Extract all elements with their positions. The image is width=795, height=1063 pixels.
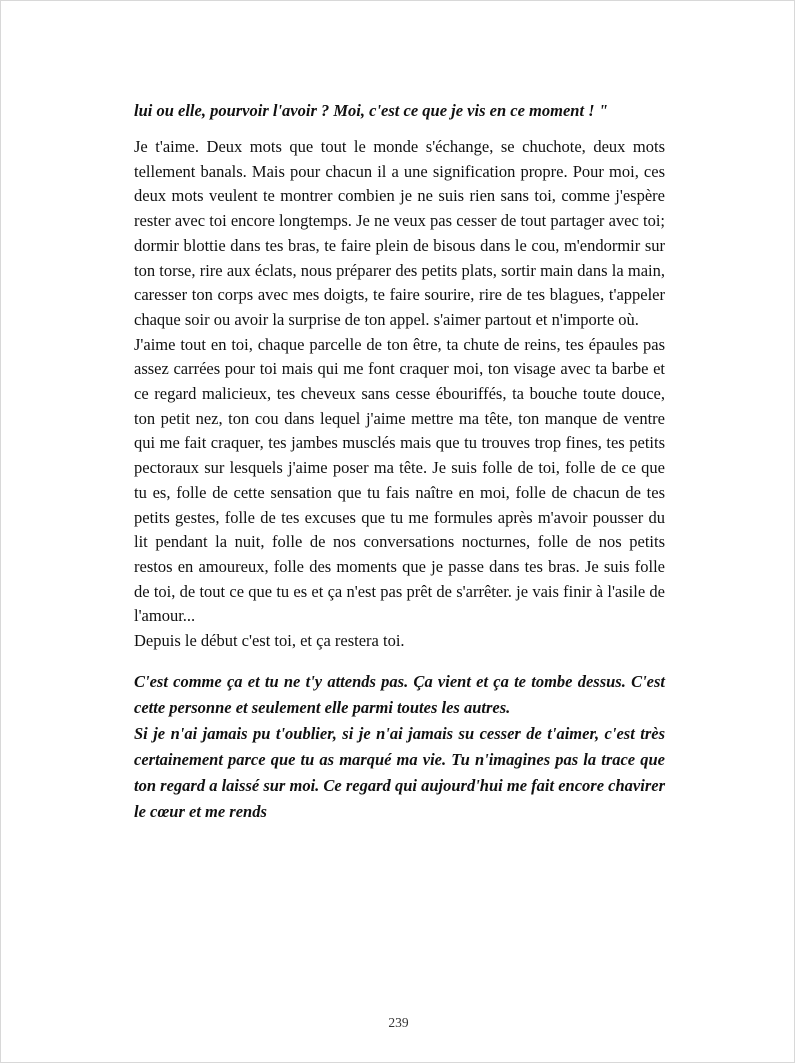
paragraph-body-3: Depuis le début c'est toi, et ça restera toi. bbox=[134, 631, 405, 651]
paragraph-body-1: Je t'aime. Deux mots que tout le monde s'échange, se chuchote, deux mots tellement banals. Mais pour chacun il a une signification propre. Pour moi, ces deux mots veulent te montrer combien je ne suis rien sans toi, comme j'espère rester avec toi encore longtemps. Je ne veux pas cesser de tout partager avec toi; dormir blottie dans tes bras, te faire plein de bisous dans le cou, m'endormir sur ton torse, rire aux éclats, nous préparer des petits plats, sortir main dans la main, caresser ton corps avec mes doigts, te faire sourire, rire de tes blagues, t'appeler chaque soir ou avoir la surprise de ton appel. s'aimer partout et n'importe où. bbox=[134, 137, 665, 329]
page-number: 239 bbox=[388, 1015, 409, 1030]
paragraph-quote-opening: lui ou elle, pourvoir l'avoir ? Moi, c'est ce que je vis en ce moment ! " bbox=[134, 101, 608, 120]
paragraph-quote-closing-2: Si je n'ai jamais pu t'oublier, si je n'ai jamais su cesser de t'aimer, c'est très certainement parce que tu as marqué ma vie. Tu n'imagines pas la trace que ton regard a laissé sur moi. Ce regard qui aujourd'hui me fait encore chavirer le cœur et me rends bbox=[134, 723, 665, 821]
page-content bbox=[134, 98, 665, 825]
paragraph-body-2: J'aime tout en toi, chaque parcelle de ton être, ta chute de reins, tes épaules pas assez carrées pour toi mais qui me font craquer moi, ton visage avec ta barbe et ce regard malicieux, tes cheveux sans cesse ébouriffés, ta bouche toute douce, ton petit nez, ton cou dans lequel j'aime mettre ma tête, ton manque de ventre qui me fait craquer, tes jambes musclés mais que tu trouves trop fines, tes petits pectoraux sur lesquels j'aime poser ma tête. Je suis folle de toi, folle de ce que tu es, folle de cette sensation que tu fais naître en moi, folle de chacun de tes petits gestes, folle de tes excuses que tu me formules après m'avoir pousser du lit pendant la nuit, folle de nos conversations nocturnes, folle de nos petits restos en amoureux, folle des moments que je passe dans tes bras. Je suis folle de toi, de tout ce que tu es et ça n'est pas prêt de s'arrêter. je vais finir à l'asile de l'amour... bbox=[134, 334, 665, 626]
paragraph-quote-closing-1: C'est comme ça et tu ne t'y attends pas. Ça vient et ça te tombe dessus. C'est cette personne et seulement elle parmi toutes les autres. bbox=[134, 671, 665, 717]
